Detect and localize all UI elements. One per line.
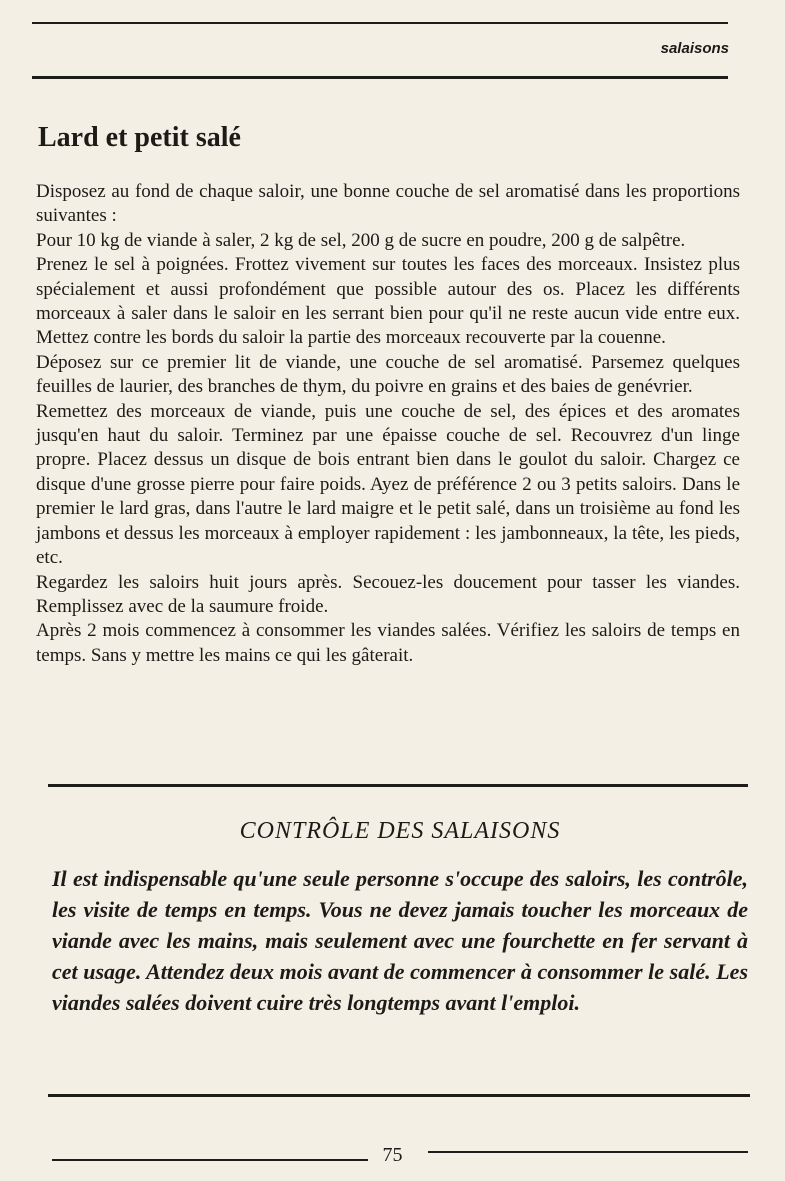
- paragraph: Remettez des morceaux de viande, puis une couche de sel, des épices et des aromates jusqu'en haut du saloir. Terminez par une épaisse couche de sel. Recouvrez d'un linge propre. Placez dessus un disque de bois entrant bien dans le goulot du saloir. Chargez ce disque d'une grosse pierre pour faire poids. Ayez de préférence 2 ou 3 petits saloirs. Dans le premier le lard gras, dans l'autre le lard maigre et le petit salé, dans un troisième au fond les jambons et dessus les morceaux à employer rapidement : les jambonneaux, la tête, les pieds, etc.: [36, 400, 740, 569]
- paragraph: Après 2 mois commencez à consommer les viandes salées. Vérifiez les saloirs de temps en temps. Sans y mettre les mains ce qui les gâterait.: [36, 620, 740, 666]
- box-title: CONTRÔLE DES SALAISONS: [239, 818, 561, 844]
- paragraph: Pour 10 kg de viande à saler, 2 kg de sel, 200 g de sucre en poudre, 200 g de salpêtre.: [36, 229, 686, 251]
- top-rule: [32, 22, 728, 24]
- paragraph: Regardez les saloirs huit jours après. Secouez-les doucement pour tasser les viandes. Remplissez avec de la saumure froide.: [36, 571, 740, 617]
- paragraph: Déposez sur ce premier lit de viande, une couche de sel aromatisé. Parsemez quelques feuilles de laurier, des branches de thym, du poivre en grains et des baies de genévrier.: [36, 351, 740, 398]
- box-text: Il est indispensable qu'une seule personne s'occupe des saloirs, les contrôle, les visite de temps en temps. Vous ne devez jamais toucher les morceaux de viande avec les mains, mais seulement avec une fourchette en fer servant à cet usage. Attendez deux mois avant de commencer à consommer le salé. Les viandes salées doivent cuire très longtemps avant l'emploi.: [52, 866, 748, 1015]
- box-bottom-rule: [48, 1094, 750, 1097]
- box-top-rule: [48, 784, 748, 787]
- paragraph: Prenez le sel à poignées. Frottez vivement sur toutes les faces des morceaux. Insistez plus spécialement et aussi profondément que possible autour des os. Placez les différents morceaux à saler dans le saloir en les serrant bien pour qu'il ne reste aucun vide entre eux. Mettez contre les bords du saloir la partie des morceaux recouverte par la couenne.: [36, 254, 740, 349]
- recipe-title: Lard et petit salé: [38, 122, 241, 153]
- paragraph: Disposez au fond de chaque saloir, une bonne couche de sel aromatisé dans les proportions suivantes :: [36, 181, 740, 227]
- header-rule: [32, 76, 728, 79]
- recipe-body: [36, 180, 740, 668]
- running-head: salaisons: [660, 40, 729, 57]
- page-number: 75: [382, 1144, 403, 1166]
- footer-rule-right: [428, 1151, 748, 1153]
